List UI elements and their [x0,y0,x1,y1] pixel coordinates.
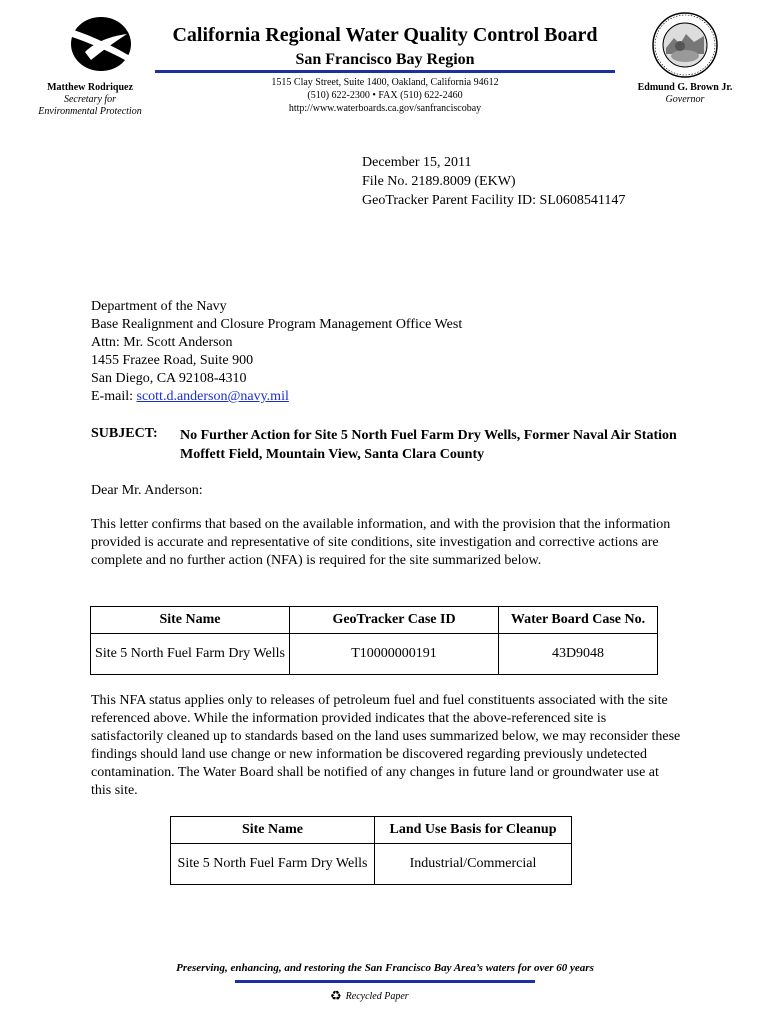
cell-land-use: Industrial/Commercial [375,844,572,885]
governor-title: Governor [665,94,705,105]
region-title: San Francisco Bay Region [295,51,475,68]
header-land-use: Land Use Basis for Cleanup [375,817,572,844]
body-paragraph-1: This letter confirms that based on the available information, and with the provision that the information provided is accurate and representative of site conditions, site investigation and corrective actions are complete and no further action (NFA) is required for the site summarized below. [91,517,671,568]
table-row [171,844,572,885]
agency-title: California Regional Water Quality Control Board [172,24,598,46]
facility-id: GeoTracker Parent Facility ID: SL0608541147 [362,193,626,208]
recycle-icon: ♻ [330,988,342,1003]
cell-site-name: Site 5 North Fuel Farm Dry Wells [91,634,290,675]
recycled-paper-note [330,988,409,1004]
subject-label: SUBJECT: [91,426,158,441]
email-label: E-mail: [91,389,137,404]
email-link[interactable]: scott.d.anderson@navy.mil [136,389,289,404]
site-case-table [90,606,658,675]
recipient-line-3: Attn: Mr. Scott Anderson [91,335,233,350]
header-site-name: Site Name [171,817,375,844]
address-block [200,76,570,115]
cell-board-case-no: 43D9048 [499,634,658,675]
secretary-name: Matthew Rodriquez [47,82,133,93]
table-row [91,634,658,675]
body-paragraph-2: This NFA status applies only to releases of petroleum fuel and fuel constituents associated with the site referenced above. While the information provided indicates that the above-referenced site is satisfactorily cleaned up to standards based on the land uses summarized below, we may reconsider these findings should land use change or new information be discovered regarding previously undetected contamination. The Water Board shall be notified of any changes in future land or groundwater use at this site. [91,693,681,798]
recipient-block [91,298,462,406]
cell-geotracker-id: T10000000191 [290,634,499,675]
recipient-line-2: Base Realignment and Closure Program Management Office West [91,317,463,332]
recipient-line-4: 1455 Frazee Road, Suite 900 [91,353,254,368]
secretary-title-1: Secretary for [63,94,117,105]
file-number: File No. 2189.8009 (EKW) [362,174,516,189]
secretary-title-2: Environmental Protection [38,106,142,117]
footer-motto: Preserving, enhancing, and restoring the San Francisco Bay Area’s waters for over 60 years [176,962,594,974]
recipient-line-1: Department of the Navy [91,299,227,314]
cell-site-name: Site 5 North Fuel Farm Dry Wells [171,844,375,885]
secretary-block [20,82,160,118]
header-rule [155,70,615,73]
governor-block [625,82,745,106]
salutation: Dear Mr. Anderson: [91,483,203,498]
land-use-table [170,816,572,885]
recycled-label: Recycled Paper [345,990,409,1002]
subject-text: No Further Action for Site 5 North Fuel Farm Dry Wells, Former Naval Air Station Moffett Field, Mountain View, Santa Clara County [180,428,677,462]
address-phone: (510) 622-2300 • FAX (510) 622-2460 [307,90,463,101]
footer-rule [235,980,535,983]
table-header-row [91,607,658,634]
header-board-case-no: Water Board Case No. [499,607,658,634]
date-block [362,153,625,210]
address-street: 1515 Clay Street, Suite 1400, Oakland, California 94612 [271,77,499,88]
table-header-row [171,817,572,844]
governor-name: Edmund G. Brown Jr. [637,82,733,93]
letter-date: December 15, 2011 [362,155,472,170]
recipient-line-5: San Diego, CA 92108-4310 [91,371,247,386]
header-geotracker-id: GeoTracker Case ID [290,607,499,634]
recipient-email-line [91,388,462,406]
header-site-name: Site Name [91,607,290,634]
address-url: http://www.waterboards.ca.gov/sanfranciscobay [288,103,482,114]
